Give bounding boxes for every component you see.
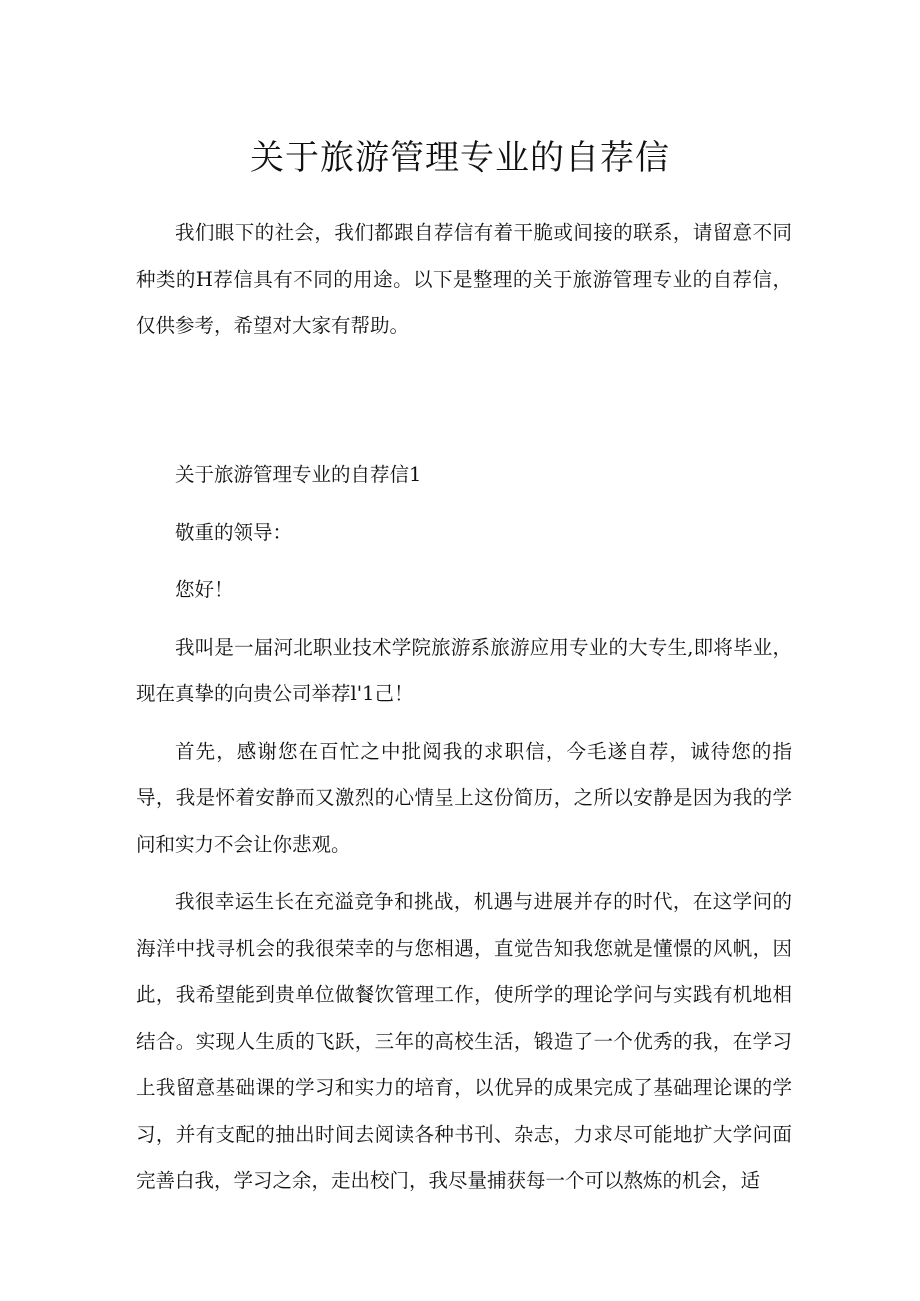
letter-section <box>136 452 792 1205</box>
letter-salutation: 敬重的领导： <box>175 520 293 544</box>
letter-heading: 关于旅游管理专业的自荐信1 <box>175 463 422 486</box>
intro-paragraph: 我们眼下的社会，我们都跟自荐信有着干脆或间接的联系，请留意不同种类的H荐信具有不同的用途。以下是整理的关于旅游管理专业的自荐信，仅供参考，希望对大家有帮助。 <box>136 221 792 337</box>
letter-paragraph: 首先，感谢您在百忙之中批阅我的求职信，今毛遂自荐，诚待您的指导，我是怀着安静而又激烈的心情呈上这份简历，之所以安静是因为我的学问和实力不会让你悲观。 <box>136 739 792 856</box>
intro-section <box>136 210 792 350</box>
letter-paragraph: 我叫是一届河北职业技术学院旅游系旅游应用专业的大专生,即将毕业，现在真挚的向贵公司举荐l'1己！ <box>136 635 792 705</box>
letter-paragraph: 我很幸运生长在充溢竞争和挑战，机遇与进展并存的时代，在这学问的海洋中找寻机会的我很荣幸的与您相遇，直觉告知我您就是懂憬的风帆，因此，我希望能到贵单位做餐饮管理工作，使所学的理论学问与实践有机地相结合。实现人生质的飞跃，三年的高校生活，锻造了一个优秀的我，在学习上我留意基础课的学习和实力的培育，以优异的成果完成了基础理论课的学习，并有支配的抽出时间去阅读各种书刊、杂志，力求尽可能地扩大学问面完善白我，学习之余，走出校门，我尽量捕获每一个可以熬炼的机会，适 <box>136 890 792 1192</box>
document-title: 关于旅游管理专业的自荐信 <box>250 138 670 178</box>
letter-greeting: 您好！ <box>175 578 234 601</box>
